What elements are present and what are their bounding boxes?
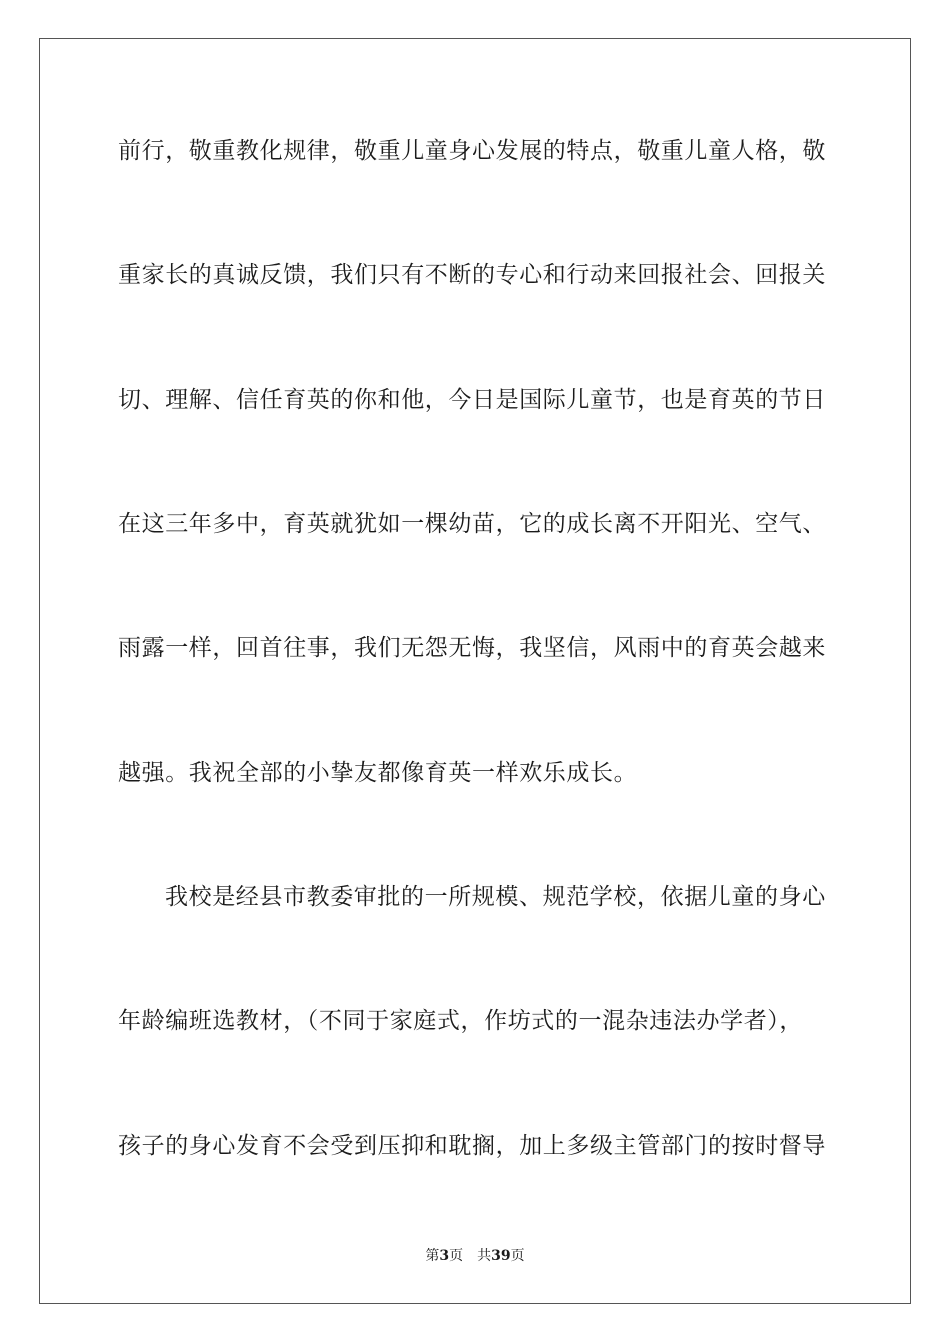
text-line: 年龄编班选教材，（不同于家庭式，作坊式的一混杂违法办学者）， xyxy=(118,1008,803,1034)
paragraph-first-line: 我校是经县市教委审批的一所规模、规范学校，依据儿童的身心 xyxy=(165,884,826,910)
page-border xyxy=(39,38,911,1304)
text-line: 在这三年多中，育英就犹如一棵幼苗，它的成长离不开阳光、空气、 xyxy=(118,511,826,537)
text-line: 切、理解、信任育英的你和他，今日是国际儿童节，也是育英的节日 xyxy=(118,387,826,413)
text-line: 孩子的身心发育不会受到压抑和耽搁，加上多级主管部门的按时督导 xyxy=(118,1133,826,1159)
text-line: 雨露一样，回首往事，我们无怨无悔，我坚信，风雨中的育英会越来 xyxy=(118,635,826,661)
page-label-prefix: 第 xyxy=(425,1248,440,1264)
page-label-suffix: 页 xyxy=(449,1248,464,1264)
text-line: 重家长的真诚反馈，我们只有不断的专心和行动来回报社会、回报关 xyxy=(118,262,826,288)
text-line: 越强。我祝全部的小挚友都像育英一样欢乐成长。 xyxy=(118,760,638,786)
page-footer xyxy=(0,1246,950,1266)
page-number: 3 xyxy=(439,1248,450,1264)
total-label-suffix: 页 xyxy=(510,1248,525,1264)
total-label-prefix: 共 xyxy=(477,1248,492,1264)
text-line: 前行，敬重教化规律，敬重儿童身心发展的特点，敬重儿童人格，敬 xyxy=(118,138,826,164)
total-pages: 39 xyxy=(491,1248,511,1264)
